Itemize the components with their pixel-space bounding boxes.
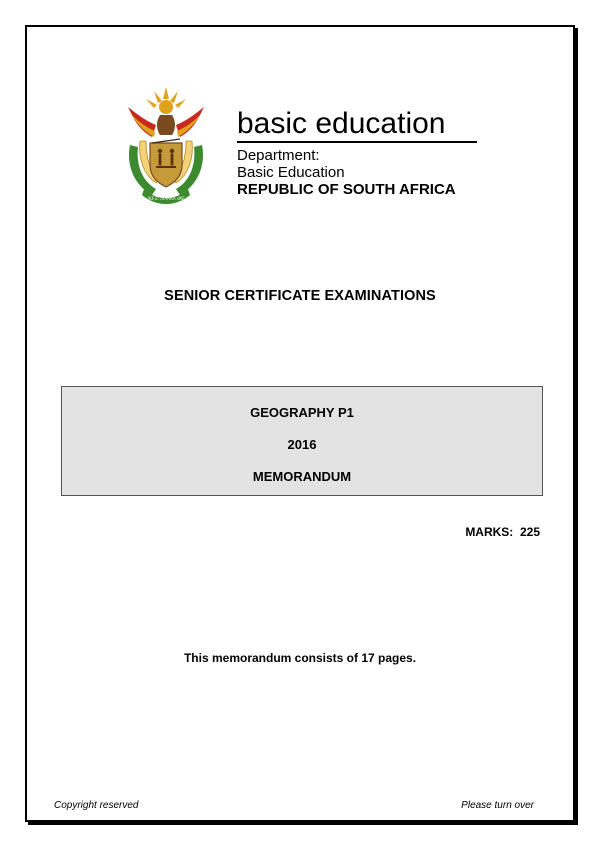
department-label: Department: [237, 147, 320, 164]
country-name: REPUBLIC OF SOUTH AFRICA [237, 181, 456, 198]
footer-copyright: Copyright reserved [54, 800, 139, 811]
brand-underline [237, 141, 477, 143]
department-block [237, 147, 456, 198]
exam-title: SENIOR CERTIFICATE EXAMINATIONS [164, 288, 436, 304]
subject-box [61, 386, 543, 496]
footer-turn-over: Please turn over [461, 800, 534, 811]
coat-of-arms-icon [116, 85, 216, 207]
subject-title: GEOGRAPHY P1 [250, 405, 354, 420]
brand-block [237, 106, 456, 198]
brand-name: basic education [237, 107, 446, 140]
marks-total: MARKS: 225 [465, 525, 540, 539]
pages-note: This memorandum consists of 17 pages. [183, 651, 417, 665]
exam-year: 2016 [287, 437, 317, 452]
department-name: Basic Education [237, 164, 345, 181]
svg-text:!KE E: /XARRA //KE: !KE E: /XARRA //KE [147, 196, 185, 201]
document-type: MEMORANDUM [252, 469, 352, 484]
